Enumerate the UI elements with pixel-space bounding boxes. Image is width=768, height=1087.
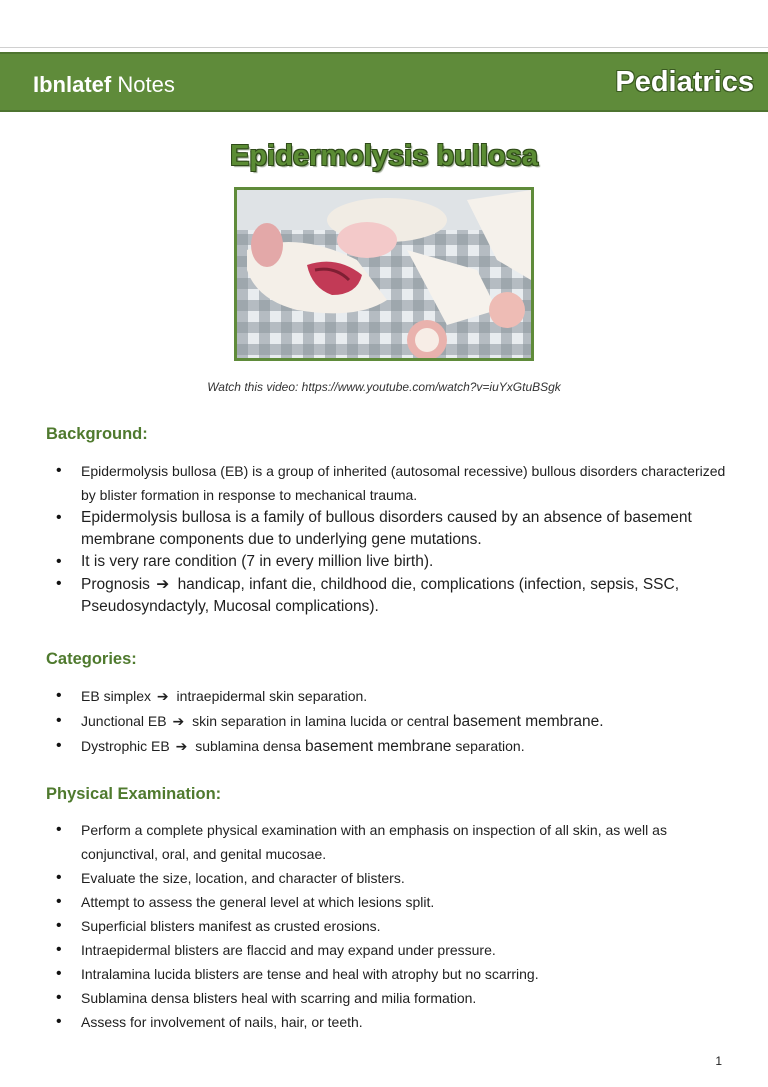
brand [33, 72, 175, 98]
header-bar [0, 52, 768, 112]
list-item: • Junctional EB ➔ skin separation in lamina lucida or central basement membrane. [56, 709, 736, 734]
page-number: 1 [715, 1054, 722, 1068]
list-item: • Dystrophic EB ➔ sublamina densa basement membrane separation. [56, 734, 736, 759]
list-item: • Attempt to assess the general level at which lesions split. [56, 890, 736, 914]
list-item: • Perform a complete physical examination with an emphasis on inspection of all skin, as well as conjunctival, oral, and genital mucosae. [56, 818, 736, 866]
categories-list [56, 684, 736, 759]
arrow-icon: ➔ [172, 714, 185, 730]
brand-name: Ibnlatef [33, 72, 112, 97]
list-item: • Prognosis ➔ handicap, infant die, childhood die, complications (infection, sepsis, SSC, Pseudosyndactyly, Mucosal complications). [56, 573, 736, 618]
list-item: • Epidermolysis bullosa is a family of bullous disorders caused by an absence of basement membrane components due to underlying gene mutations. [56, 507, 736, 551]
arrow-icon: ➔ [156, 575, 170, 593]
physical-exam-list [56, 818, 736, 1034]
list-item: • EB simplex ➔ intraepidermal skin separation. [56, 684, 736, 709]
list-item: • Intraepidermal blisters are flaccid and may expand under pressure. [56, 938, 736, 962]
section-title: Pediatrics [615, 66, 754, 98]
arrow-icon: ➔ [175, 739, 188, 755]
list-item: • Intralamina lucida blisters are tense and heal with atrophy but no scarring. [56, 962, 736, 986]
physical-exam-heading: Physical Examination: [46, 785, 222, 803]
background-heading: Background: [46, 425, 148, 443]
background-list [56, 459, 736, 618]
document-title: Epidermolysis bullosa [230, 140, 538, 172]
list-item: • Superficial blisters manifest as crusted erosions. [56, 914, 736, 938]
list-item: • Evaluate the size, location, and character of blisters. [56, 866, 736, 890]
top-rule [0, 47, 768, 48]
categories-heading: Categories: [46, 650, 137, 668]
clinical-photo-icon [237, 190, 531, 358]
list-item: • Assess for involvement of nails, hair, or teeth. [56, 1010, 736, 1034]
list-item: • Sublamina densa blisters heal with scarring and milia formation. [56, 986, 736, 1010]
video-link-note: Watch this video: https://www.youtube.com/watch?v=iuYxGtuBSgk [207, 380, 561, 394]
brand-suffix: Notes [117, 72, 175, 97]
clinical-photo [234, 187, 534, 361]
list-item: • Epidermolysis bullosa (EB) is a group of inherited (autosomal recessive) bullous disorders characterized by blister formation in response to mechanical trauma. [56, 459, 736, 507]
list-item: • It is very rare condition (7 in every million live birth). [56, 551, 736, 573]
arrow-icon: ➔ [156, 689, 169, 705]
